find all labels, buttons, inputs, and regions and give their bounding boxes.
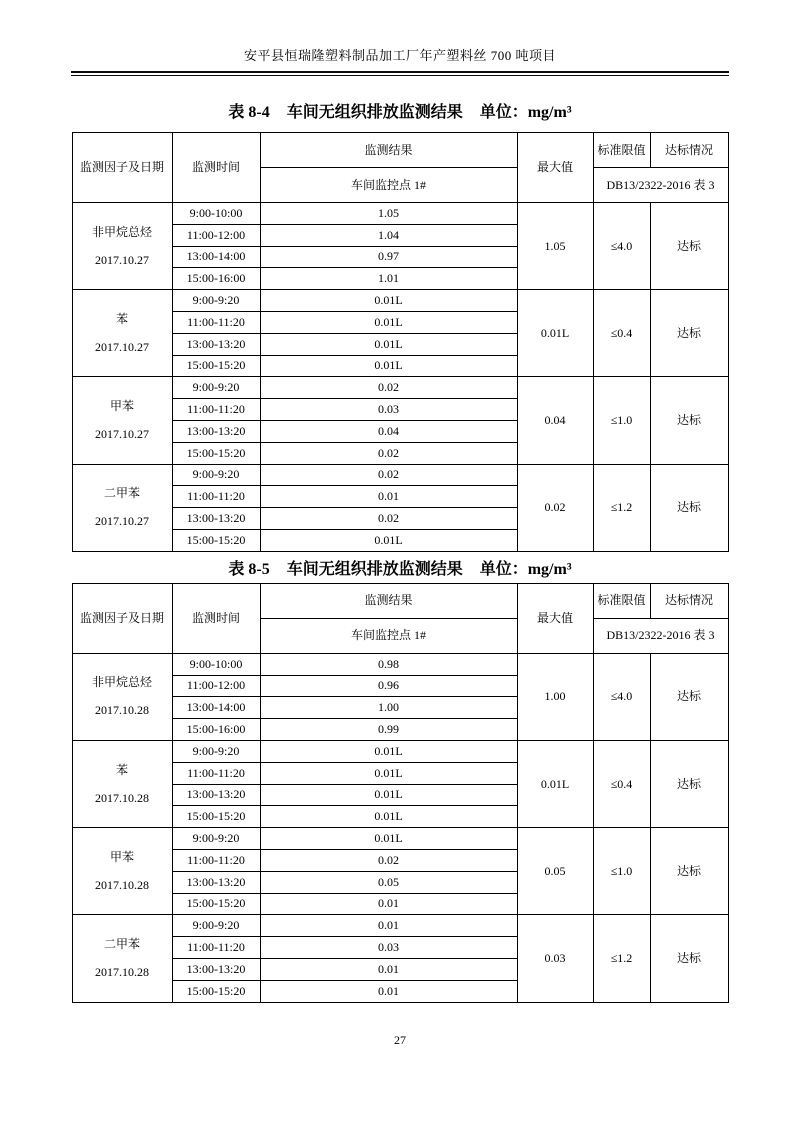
factor-name: 二甲苯 — [103, 486, 140, 501]
value-cell: 1.04 — [260, 224, 517, 246]
header-monitor-point: 车间监控点 1# — [260, 618, 517, 653]
time-cell: 13:00-14:00 — [172, 246, 260, 268]
time-cell: 13:00-13:20 — [172, 784, 260, 806]
status-cell: 达标 — [650, 740, 728, 827]
factor-cell — [72, 203, 172, 290]
value-cell: 0.04 — [260, 420, 517, 442]
value-cell: 0.01L — [260, 740, 517, 762]
limit-cell: ≤1.2 — [593, 464, 650, 551]
factor-name: 非甲烷总烃 — [91, 224, 152, 239]
status-cell: 达标 — [650, 464, 728, 551]
table-title-text: 车间无组织排放监测结果 — [286, 560, 463, 578]
status-cell: 达标 — [650, 377, 728, 464]
value-cell: 0.05 — [260, 871, 517, 893]
max-cell: 0.03 — [517, 915, 593, 1002]
limit-cell: ≤1.0 — [593, 377, 650, 464]
value-cell: 0.01 — [260, 893, 517, 915]
value-cell: 0.01L — [260, 784, 517, 806]
header-monitor-point: 车间监控点 1# — [260, 168, 517, 203]
time-cell: 11:00-11:20 — [172, 486, 260, 508]
time-cell: 15:00-16:00 — [172, 719, 260, 741]
factor-name: 苯 — [115, 762, 128, 777]
time-cell: 11:00-12:00 — [172, 675, 260, 697]
time-cell: 9:00-9:20 — [172, 740, 260, 762]
value-cell: 0.02 — [260, 464, 517, 486]
limit-cell: ≤0.4 — [593, 740, 650, 827]
status-cell: 达标 — [650, 828, 728, 915]
value-cell: 0.01 — [260, 915, 517, 937]
header-factor-date: 监测因子及日期 — [72, 133, 172, 203]
document-header-title: 安平县恒瑞隆塑料制品加工厂年产塑料丝 700 吨项目 — [243, 48, 556, 63]
time-cell: 13:00-13:20 — [172, 420, 260, 442]
status-cell: 达标 — [650, 653, 728, 740]
time-cell: 15:00-15:20 — [172, 980, 260, 1002]
status-cell: 达标 — [650, 915, 728, 1002]
limit-cell: ≤4.0 — [593, 203, 650, 290]
value-cell: 0.01 — [260, 980, 517, 1002]
limit-cell: ≤4.0 — [593, 653, 650, 740]
status-cell: 达标 — [650, 203, 728, 290]
header-limit: 标准限值 — [593, 133, 650, 168]
value-cell: 0.01L — [260, 290, 517, 312]
time-cell: 11:00-12:00 — [172, 224, 260, 246]
factor-date: 2017.10.28 — [95, 964, 149, 979]
factor-cell — [72, 828, 172, 915]
status-cell: 达标 — [650, 290, 728, 377]
factor-date: 2017.10.28 — [95, 790, 149, 805]
table-number: 表 8-5 — [228, 560, 270, 578]
table-8-4-title — [0, 99, 800, 122]
time-cell: 9:00-10:00 — [172, 653, 260, 675]
header-time: 监测时间 — [172, 133, 260, 203]
factor-cell — [72, 290, 172, 377]
header-limit: 标准限值 — [593, 583, 650, 618]
time-cell: 9:00-9:20 — [172, 915, 260, 937]
value-cell: 0.99 — [260, 719, 517, 741]
time-cell: 9:00-9:20 — [172, 828, 260, 850]
factor-name: 二甲苯 — [103, 936, 140, 951]
header-max: 最大值 — [517, 133, 593, 203]
header-divider — [71, 71, 729, 76]
time-cell: 11:00-11:20 — [172, 937, 260, 959]
time-cell: 9:00-9:20 — [172, 464, 260, 486]
table-8-4 — [72, 132, 729, 552]
value-cell: 0.03 — [260, 937, 517, 959]
max-cell: 0.02 — [517, 464, 593, 551]
max-cell: 1.05 — [517, 203, 593, 290]
table-unit: 单位：mg/m³ — [479, 560, 572, 578]
value-cell: 0.03 — [260, 399, 517, 421]
header-result: 监测结果 — [260, 583, 517, 618]
factor-cell — [72, 915, 172, 1002]
value-cell: 0.01L — [260, 806, 517, 828]
time-cell: 11:00-11:20 — [172, 399, 260, 421]
table-title-text: 车间无组织排放监测结果 — [286, 104, 463, 121]
value-cell: 1.00 — [260, 697, 517, 719]
limit-cell: ≤1.0 — [593, 828, 650, 915]
max-cell: 0.05 — [517, 828, 593, 915]
header-standard: DB13/2322-2016 表 3 — [593, 618, 728, 653]
limit-cell: ≤0.4 — [593, 290, 650, 377]
time-cell: 15:00-15:20 — [172, 893, 260, 915]
max-cell: 0.04 — [517, 377, 593, 464]
value-cell: 0.01L — [260, 529, 517, 551]
time-cell: 13:00-13:20 — [172, 508, 260, 530]
value-cell: 0.01L — [260, 762, 517, 784]
table-8-5-title — [0, 556, 800, 579]
value-cell: 0.96 — [260, 675, 517, 697]
factor-date: 2017.10.28 — [95, 877, 149, 892]
time-cell: 13:00-14:00 — [172, 697, 260, 719]
factor-cell — [72, 377, 172, 464]
factor-cell — [72, 464, 172, 551]
max-cell: 0.01L — [517, 290, 593, 377]
time-cell: 15:00-15:20 — [172, 442, 260, 464]
factor-name: 苯 — [115, 311, 128, 326]
value-cell: 0.01L — [260, 311, 517, 333]
header-status: 达标情况 — [650, 583, 728, 618]
value-cell: 0.02 — [260, 849, 517, 871]
factor-date: 2017.10.27 — [95, 426, 149, 441]
table-number: 表 8-4 — [228, 104, 270, 121]
value-cell: 0.01L — [260, 355, 517, 377]
limit-cell: ≤1.2 — [593, 915, 650, 1002]
time-cell: 9:00-9:20 — [172, 290, 260, 312]
value-cell: 0.02 — [260, 377, 517, 399]
header-factor-date: 监测因子及日期 — [72, 583, 172, 653]
factor-name: 非甲烷总烃 — [91, 675, 152, 690]
header-result: 监测结果 — [260, 133, 517, 168]
time-cell: 13:00-13:20 — [172, 333, 260, 355]
value-cell: 0.01L — [260, 828, 517, 850]
header-status: 达标情况 — [650, 133, 728, 168]
factor-cell — [72, 740, 172, 827]
value-cell: 0.98 — [260, 653, 517, 675]
factor-cell — [72, 653, 172, 740]
factor-date: 2017.10.28 — [95, 703, 149, 718]
time-cell: 15:00-15:20 — [172, 355, 260, 377]
time-cell: 11:00-11:20 — [172, 762, 260, 784]
value-cell: 0.02 — [260, 442, 517, 464]
value-cell: 1.05 — [260, 203, 517, 225]
value-cell: 0.02 — [260, 508, 517, 530]
time-cell: 15:00-15:20 — [172, 529, 260, 551]
header-time: 监测时间 — [172, 583, 260, 653]
time-cell: 15:00-16:00 — [172, 268, 260, 290]
time-cell: 15:00-15:20 — [172, 806, 260, 828]
max-cell: 1.00 — [517, 653, 593, 740]
value-cell: 0.01 — [260, 486, 517, 508]
page-number: 27 — [394, 1032, 406, 1047]
max-cell: 0.01L — [517, 740, 593, 827]
table-unit: 单位：mg/m³ — [479, 104, 572, 121]
value-cell: 0.01L — [260, 333, 517, 355]
factor-date: 2017.10.27 — [95, 514, 149, 529]
factor-date: 2017.10.27 — [95, 339, 149, 354]
value-cell: 0.01 — [260, 958, 517, 980]
value-cell: 0.97 — [260, 246, 517, 268]
factor-date: 2017.10.27 — [95, 252, 149, 267]
factor-name: 甲苯 — [109, 398, 134, 413]
header-standard: DB13/2322-2016 表 3 — [593, 168, 728, 203]
time-cell: 11:00-11:20 — [172, 849, 260, 871]
time-cell: 13:00-13:20 — [172, 958, 260, 980]
time-cell: 9:00-9:20 — [172, 377, 260, 399]
table-8-5 — [72, 583, 729, 1003]
value-cell: 1.01 — [260, 268, 517, 290]
time-cell: 9:00-10:00 — [172, 203, 260, 225]
time-cell: 13:00-13:20 — [172, 871, 260, 893]
header-max: 最大值 — [517, 583, 593, 653]
time-cell: 11:00-11:20 — [172, 311, 260, 333]
factor-name: 甲苯 — [109, 849, 134, 864]
